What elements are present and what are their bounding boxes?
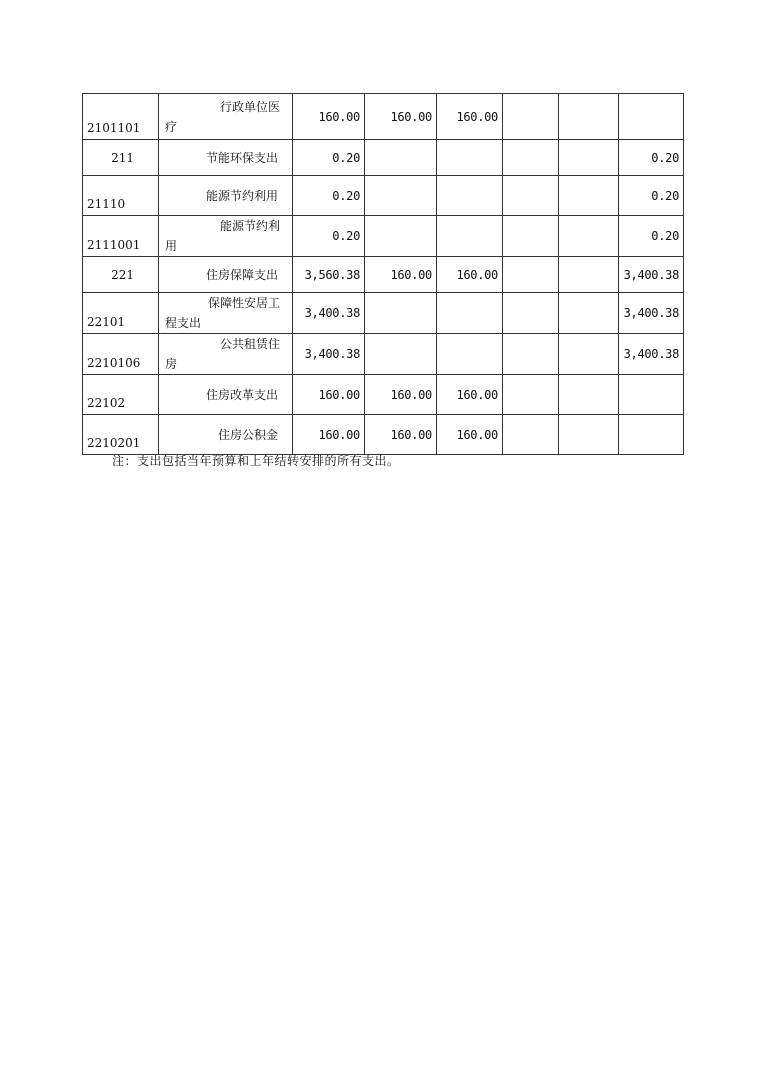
value-cell [503, 375, 559, 415]
table-row [83, 216, 684, 257]
value-cell [559, 176, 619, 216]
table-row [83, 176, 684, 216]
value-cell: 160.00 [293, 415, 365, 455]
value-cell: 160.00 [365, 375, 437, 415]
subject-name-line1: 行政单位医 [219, 99, 280, 114]
value-cell [503, 415, 559, 455]
value-cell [559, 257, 619, 293]
value-cell: 160.00 [365, 257, 437, 293]
value-cell [437, 140, 503, 176]
value-cell [559, 94, 619, 140]
value-cell: 3,400.38 [619, 293, 684, 334]
subject-code: 2101101 [83, 94, 159, 140]
value-cell: 160.00 [293, 94, 365, 140]
value-cell: 160.00 [293, 375, 365, 415]
value-cell [365, 176, 437, 216]
subject-name-line2: 疗 [165, 119, 178, 134]
value-cell: 3,400.38 [619, 257, 684, 293]
value-cell [365, 293, 437, 334]
subject-code: 2210201 [83, 415, 159, 455]
table-row [83, 375, 684, 415]
budget-expenditure-table [82, 93, 684, 455]
subject-name-line1: 能源节约利 [219, 219, 280, 233]
value-cell [619, 415, 684, 455]
table-row [83, 257, 684, 293]
value-cell: 0.20 [293, 176, 365, 216]
value-cell: 0.20 [619, 176, 684, 216]
table-footnote: 注：支出包括当年预算和上年结转安排的所有支出。 [112, 454, 400, 468]
table-row [83, 94, 684, 140]
value-cell [503, 94, 559, 140]
subject-name: 节能环保支出 [159, 140, 293, 176]
value-cell: 3,560.38 [293, 257, 365, 293]
value-cell [619, 375, 684, 415]
value-cell [365, 334, 437, 375]
value-cell [503, 216, 559, 257]
value-cell [437, 334, 503, 375]
subject-code: 22102 [83, 375, 159, 415]
table-row [83, 293, 684, 334]
value-cell: 160.00 [437, 415, 503, 455]
subject-name [159, 334, 293, 375]
table-row [83, 140, 684, 176]
value-cell: 160.00 [365, 415, 437, 455]
value-cell [559, 415, 619, 455]
subject-name: 能源节约利用 [159, 176, 293, 216]
subject-name-line1: 保障性安居工 [207, 296, 280, 310]
value-cell [437, 176, 503, 216]
subject-name: 住房改革支出 [159, 375, 293, 415]
subject-name: 住房公积金 [159, 415, 293, 455]
subject-code: 22101 [83, 293, 159, 334]
subject-name-line1: 公共租赁住 [219, 337, 280, 351]
subject-name-line2: 房 [165, 357, 178, 371]
value-cell: 3,400.38 [293, 334, 365, 375]
subject-name: 住房保障支出 [159, 257, 293, 293]
value-cell: 3,400.38 [293, 293, 365, 334]
value-cell [559, 140, 619, 176]
value-cell [437, 293, 503, 334]
value-cell: 3,400.38 [619, 334, 684, 375]
value-cell [503, 257, 559, 293]
subject-code: 2210106 [83, 334, 159, 375]
value-cell: 160.00 [437, 94, 503, 140]
subject-code: 21110 [83, 176, 159, 216]
value-cell [559, 216, 619, 257]
value-cell: 160.00 [437, 257, 503, 293]
subject-name-line2: 程支出 [165, 316, 202, 330]
subject-code: 211 [83, 140, 159, 176]
subject-code: 2111001 [83, 216, 159, 257]
value-cell [503, 176, 559, 216]
value-cell [437, 216, 503, 257]
value-cell [559, 375, 619, 415]
subject-name [159, 94, 293, 140]
value-cell [559, 334, 619, 375]
value-cell [365, 216, 437, 257]
table-row [83, 415, 684, 455]
value-cell [619, 94, 684, 140]
value-cell: 0.20 [619, 140, 684, 176]
subject-name [159, 216, 293, 257]
value-cell: 0.20 [293, 216, 365, 257]
value-cell [365, 140, 437, 176]
table-row [83, 334, 684, 375]
value-cell: 0.20 [293, 140, 365, 176]
subject-name [159, 293, 293, 334]
value-cell [559, 293, 619, 334]
value-cell [503, 334, 559, 375]
subject-name-line2: 用 [165, 239, 178, 253]
value-cell: 160.00 [365, 94, 437, 140]
subject-code: 221 [83, 257, 159, 293]
value-cell [503, 140, 559, 176]
value-cell: 0.20 [619, 216, 684, 257]
value-cell [503, 293, 559, 334]
value-cell: 160.00 [437, 375, 503, 415]
